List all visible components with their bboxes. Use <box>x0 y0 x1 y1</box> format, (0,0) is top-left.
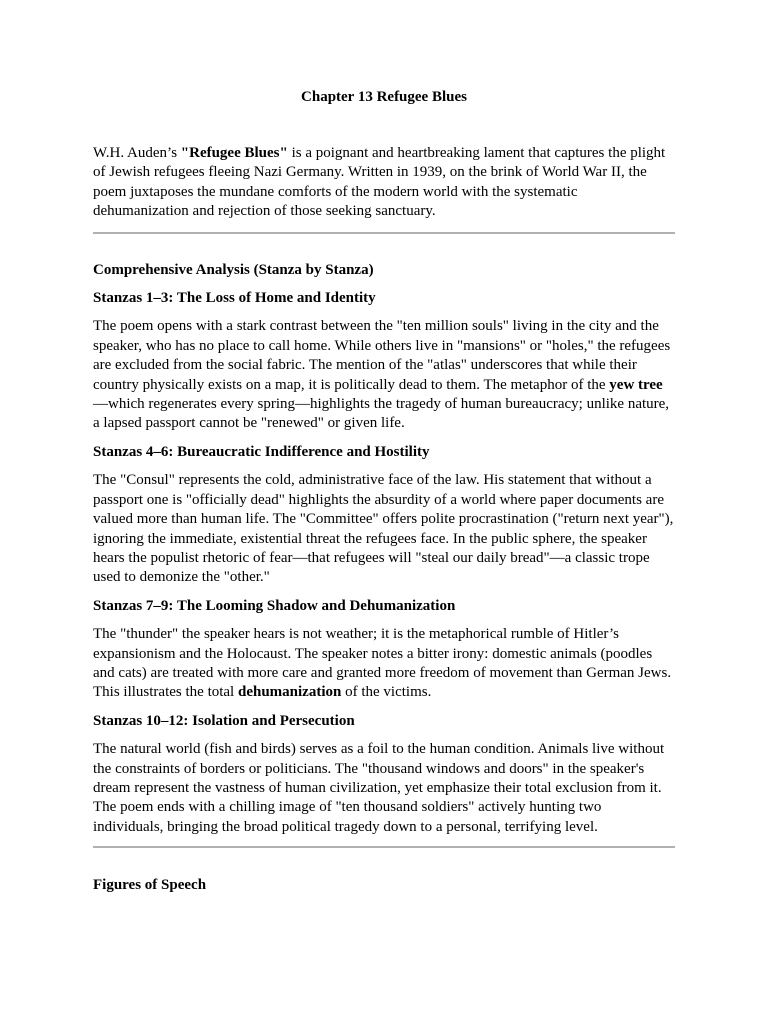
stanza-paragraph-4-6 <box>93 471 675 587</box>
section-divider <box>93 232 675 234</box>
intro-paragraph <box>93 144 675 222</box>
intro-poem-title: "Refugee Blues" <box>180 145 288 161</box>
stanza-paragraph-10-12 <box>93 740 675 837</box>
intro-text-end: is a poignant and heartbreaking lament that captures the plight of Jewish refugees fleeing Nazi Germany. Written in 1939, on the brink of World War II, the poem juxtaposes the mundane comforts of the modern world with the systematic dehumanization and rejection of those seeking sanctuary. <box>93 145 666 220</box>
stanza-text: of the victims. <box>341 684 432 701</box>
stanza-heading-10-12: Stanzas 10–12: Isolation and Persecution <box>93 712 355 729</box>
stanza-bold-term: yew tree <box>609 376 663 393</box>
stanza-text: The poem opens with a stark contrast between the "ten million souls" living in the city and the speaker, who has no place to call home. While others live in "mansions" or "holes," the refugees are excluded from the social fabric. The mention of the "atlas" underscores that while their country physically exists on a map, it is politically dead to them. The metaphor of the <box>93 318 671 393</box>
analysis-heading: Comprehensive Analysis (Stanza by Stanza) <box>93 261 374 278</box>
stanza-paragraph-7-9 <box>93 625 675 703</box>
stanza-heading-1-3: Stanzas 1–3: The Loss of Home and Identity <box>93 290 376 307</box>
stanza-paragraph-1-3 <box>93 317 675 433</box>
stanza-text: The "thunder" the speaker hears is not weather; it is the metaphorical rumble of Hitler’s expansionism and the Holocaust. The speaker notes a bitter irony: domestic animals (poodles and cats) are treated with more care and granted more freedom of movement than German Jews. This illustrates the total <box>93 626 672 701</box>
stanza-bold-term: dehumanization <box>237 684 342 701</box>
stanza-heading-4-6: Stanzas 4–6: Bureaucratic Indifference and Hostility <box>93 443 430 460</box>
stanza-text: The natural world (fish and birds) serves as a foil to the human condition. Animals live without the constraints of borders or politicians. The "thousand windows and doors" in the speaker's dream represent the vastness of human civilization, yet emphasize their total exclusion from it. The poem ends with a chilling image of "ten thousand soldiers" actively hunting two individuals, bringing the broad political tragedy down to a personal, terrifying level. <box>93 741 665 835</box>
section-divider <box>93 846 675 848</box>
stanza-heading-7-9: Stanzas 7–9: The Looming Shadow and Dehumanization <box>93 597 456 614</box>
page-title: Chapter 13 Refugee Blues <box>301 89 467 105</box>
document-page <box>93 88 675 896</box>
intro-text-start: W.H. Auden’s <box>93 145 181 161</box>
stanza-text: —which regenerates every spring—highlights the tragedy of human bureaucracy; unlike nature, a lapsed passport cannot be "renewed" or given life. <box>93 396 670 432</box>
stanza-text: The "Consul" represents the cold, administrative face of the law. His statement that without a passport one is "officially dead" highlights the absurdity of a world where paper documents are valued more than human life. The "Committee" offers polite procrastination ("return next year"), ignoring the immediate, existential threat the refugees face. In the public sphere, the speaker hears the populist rhetoric of fear—that refugees will "steal our daily bread"—a classic trope used to demonize the "other." <box>93 472 674 586</box>
figures-of-speech-heading: Figures of Speech <box>93 877 207 894</box>
